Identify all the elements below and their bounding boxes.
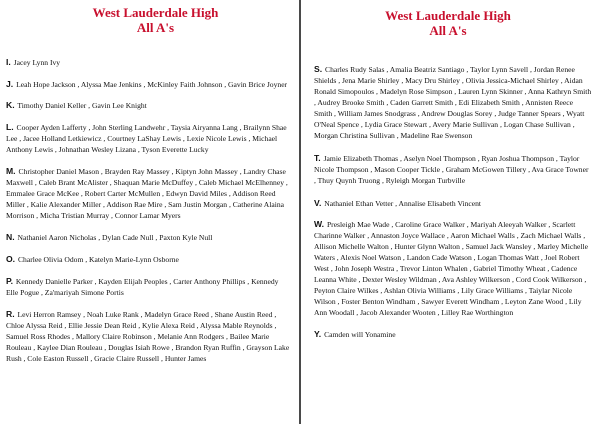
right-heading-subtitle: All A's [429,23,467,38]
section-letter: Y. [314,329,322,339]
left-heading [6,5,291,35]
left-heading-subtitle: All A's [136,20,175,35]
section-names: Charlee Olivia Odom , Katelyn Marie-Lynn Osborne [17,255,179,264]
section-names: Nathaniel Aaron Nicholas , Dylan Cade Null , Paxton Kyle Null [17,233,213,242]
section-letter: N. [6,232,15,242]
section-names: Nathaniel Ethan Vetter , Annalise Elisabeth Vincent [324,199,482,208]
section-L [6,122,291,155]
left-heading-school: West Lauderdale High [92,5,219,20]
section-letter: V. [314,198,322,208]
section-letter: M. [6,166,16,176]
section-names: Jacey Lynn Ivy [13,58,61,67]
section-names: Jamie Elizabeth Thomas , Aselyn Noel Thompson , Ryan Joshua Thompson , Taylor Nicole Thompson , Mason Cooper Tickle , Graham McGowen Tillery , Ava Grace Towner , Thuy Quynh Truong , Ryleigh Morgan Turbville [314,154,589,185]
section-letter: K. [6,100,15,110]
section-M [6,166,291,221]
section-names: Charles Rudy Salas , Amalia Beatriz Santiago , Taylor Lynn Savell , Jordan Renee Shields , Jena Marie Shirley , Macy Dru Shirley , Olivia Jessica-Michael Shirley , Aidan Ronald Simopoulos , Madelyn Rose Simpson , Lauren Lynn Skinner , Anna Kathryn Smith , Audrey Brooke Smith , Caden Garrett Smith , Edi Elizabeth Smith , Annisten Reece Smith , William James Snodgrass , Andrew Douglas Sorey , Judge Tanner Spears , Wyatt O'Neal Spence , Lydia Grace Stewart , Avery Marie Sullivan , Logan Chase Sullivan , Morgan Christina Sullivan , Madeline Rae Swenson [314,65,592,140]
section-Y [314,329,592,340]
section-O [6,254,291,265]
section-letter: W. [314,219,325,229]
right-heading-school: West Lauderdale High [385,8,511,23]
section-letter: I. [6,57,11,67]
right-column [301,0,600,424]
section-letter: O. [6,254,16,264]
left-column [0,0,299,424]
section-T [314,153,592,186]
section-names: Kennedy Danielle Parker , Kayden Elijah Peoples , Carter Anthony Phillips , Kennedy Elle Pogue , Za'mariyah Simone Portis [6,277,279,297]
section-K [6,100,291,111]
section-letter: L. [6,122,14,132]
section-N [6,232,291,243]
section-names: Presleigh Mae Wade , Caroline Grace Walker , Mariyah Aleeyah Walker , Scarlett Charinne Walker , Annaston Joyce Wallace , Aaron Michael Walls , Zach Michael Walls , Allison Michelle Walton , Hunter Glynn Walton , Samuel Jack Wansley , Marley Michelle Waters , Alexis Noel Watson , Landon Cade Watson , Logan Thomas Watt , Joel Robert West , John Joseph Westra , Trevor Linton Whalen , Gabriel Timothy Wheat , Cadence Leanna White , Dexter Wesley Wildman , Ava Ashley Wilkerson , Cord Cook Wilkerson , Peyton Claire Wilkes , Ashlan Olivia Williams , Lily Grace Williams , Taiylar Nicole Wilson , Foster Benton Windham , Sawyer Everett Windham , Leyton Zane Wood , Lily Ann Woodall , Jacob Alexander Wooten , Lilley Rae Worthington [314,220,589,317]
section-names: Leah Hope Jackson , Alyssa Mae Jenkins , McKinley Faith Johnson , Gavin Brice Joyner [16,80,288,89]
section-V [314,198,592,209]
section-names: Camden will Yonamine [324,330,396,339]
section-names: Cooper Ayden Lafferty , John Sterling Landwehr , Taysia Airyanna Lang , Brailynn Shae Lee , Jacee Holland Letkiewicz , Courtney LaShay Lewis , Lexie Nicole Lewis , Michael Anthony Lewis , Johnathan Wesley Lizana , Tyson Everette Lucky [6,123,287,154]
right-heading [314,8,592,38]
section-I [6,57,291,68]
section-R [6,309,291,364]
section-letter: R. [6,309,15,319]
section-letter: P. [6,276,14,286]
section-names: Levi Herron Ramsey , Noah Luke Rank , Madelyn Grace Reed , Shane Austin Reed , Chloe Alyssa Reid , Ellie Jessie Dean Reid , Kylie Alexa Reid , Alyssa Mable Reynolds , Samuel Ross Rhodes , Mallory Claire Robinson , Melanie Ann Rodgers , Bailee Marie Rouleau , Kaylee Dian Rouleau , Douglas Isiah Rowe , Brandon Ryan Ruffin , Grayson Lake Rush , Cole Easton Russell , Gracie Claire Russell , Hunter James [6,310,290,363]
section-letter: S. [314,64,323,74]
section-W [314,219,592,318]
section-S [314,64,592,141]
section-J [6,79,291,90]
section-names: Timothy Daniel Keller , Gavin Lee Knight [17,101,147,110]
section-P [6,276,291,298]
section-letter: T. [314,153,321,163]
section-names: Christopher Daniel Mason , Brayden Ray Massey , Kiptyn John Massey , Landry Chase Maxwell , Caleb Brant McAlister , Shaquan Marie McDuffey , Caleb Michael McElhenney , Emmalee Grace McKee , Robert Carter McMullen , Edwyn David Miles , Addison Reed Miller , Kalie Alexander Miller , Addison Rae Mire , Sam Justin Morgan , Catherine Alaina Morrison , Micha Tristian Murray , Connor Lamar Myers [6,167,288,220]
section-letter: J. [6,79,14,89]
